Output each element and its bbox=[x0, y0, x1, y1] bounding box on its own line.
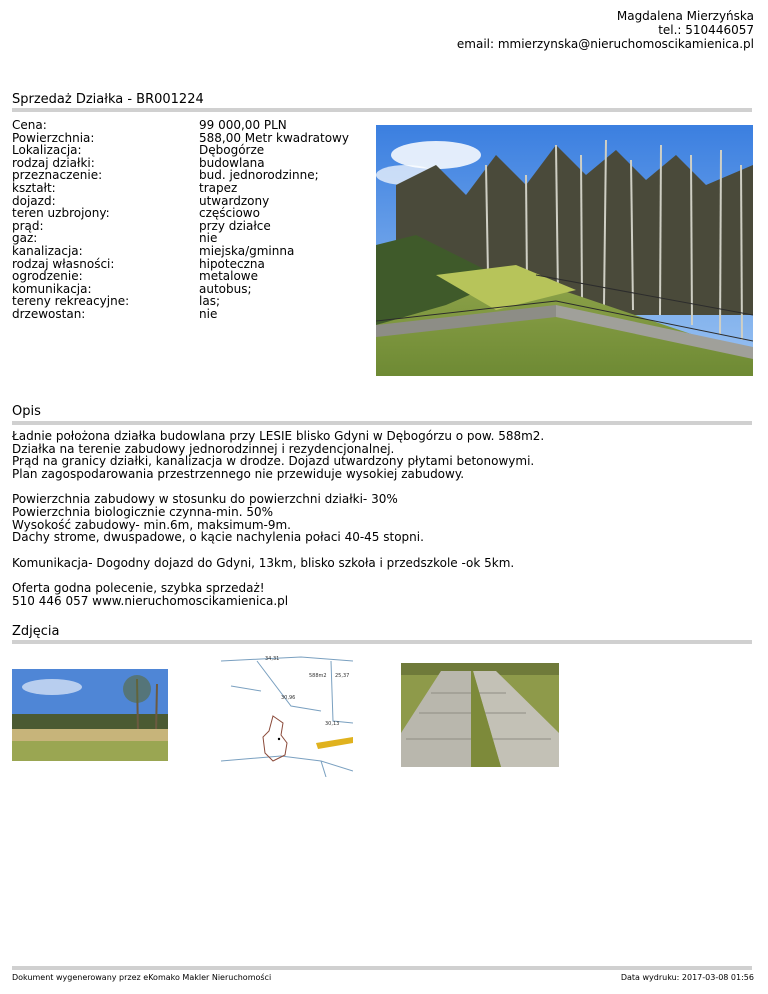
property-row bbox=[12, 270, 349, 283]
property-label: przeznaczenie: bbox=[12, 168, 103, 183]
map-label: 25,37 bbox=[335, 673, 350, 679]
property-label: komunikacja: bbox=[12, 281, 92, 296]
property-row bbox=[12, 119, 349, 132]
agent-email[interactable]: email: mmierzynska@nieruchomoscikamienica.pl bbox=[456, 37, 754, 51]
description-paragraph: Powierzchnia zabudowy w stosunku do powierzchni działki- 30% Powierzchnia biologicznie czynna-min. 50% Wysokość zabudowy- min.6m, maksimum-9m. Dachy strome, dwuspadowe, o kącie nachylenia połaci 40-45 stopni. bbox=[12, 492, 424, 545]
property-value: częściowo bbox=[199, 206, 260, 221]
property-value: autobus; bbox=[199, 281, 252, 296]
property-label: rodzaj własności: bbox=[12, 256, 115, 271]
plot-map-thumbnail[interactable] bbox=[221, 651, 353, 777]
property-label: drzewostan: bbox=[12, 306, 86, 321]
property-value: bud. jednorodzinne; bbox=[199, 168, 319, 183]
main-photo-image bbox=[376, 125, 753, 376]
property-row bbox=[12, 169, 349, 182]
photos-title: Zdjęcia bbox=[12, 624, 60, 639]
listing-title: Sprzedaż Działka - BR001224 bbox=[12, 92, 204, 107]
property-label: ogrodzenie: bbox=[12, 269, 83, 284]
property-label: Powierzchnia: bbox=[12, 130, 95, 145]
property-label: tereny rekreacyjne: bbox=[12, 294, 130, 309]
property-row bbox=[12, 182, 349, 195]
property-value: 588,00 Metr kwadratowy bbox=[199, 130, 349, 145]
property-label: Lokalizacja: bbox=[12, 143, 82, 158]
property-label: kształt: bbox=[12, 180, 56, 195]
property-row bbox=[12, 144, 349, 157]
property-value: nie bbox=[199, 231, 218, 246]
divider bbox=[12, 640, 752, 644]
divider bbox=[12, 966, 752, 970]
agent-phone: tel.: 510446057 bbox=[658, 23, 754, 37]
property-value: las; bbox=[199, 294, 220, 309]
property-label: rodzaj działki: bbox=[12, 155, 95, 170]
property-value: hipoteczna bbox=[199, 256, 265, 271]
footer-generator: Dokument wygenerowany przez eKomako Makler Nieruchomości bbox=[12, 973, 272, 982]
property-table bbox=[12, 119, 349, 321]
property-value: 99 000,00 PLN bbox=[199, 118, 287, 132]
description-paragraph: Komunikacja- Dogodny dojazd do Gdyni, 13km, blisko szkoła i przedszkole -ok 5km. bbox=[12, 555, 515, 570]
property-value: trapez bbox=[199, 180, 238, 195]
property-value: Dębogórze bbox=[199, 143, 265, 158]
description-title: Opis bbox=[12, 404, 41, 419]
property-value: utwardzony bbox=[199, 193, 270, 208]
description-paragraph: Ładnie położona działka budowlana przy LESIE blisko Gdyni w Dębogórzu o pow. 588m2. Działka na terenie zabudowy jednorodzinnej i rezydencjonalnej. Prąd na granicy działki, kanalizacja w drodze. Dojazd utwardzony płytami betonowymi. Plan zagospodarowania przestrzennego nie przewiduje wysokiej zabudowy. bbox=[12, 429, 545, 481]
agent-name: Magdalena Mierzyńska bbox=[616, 9, 754, 23]
property-row bbox=[12, 207, 349, 220]
property-row bbox=[12, 308, 349, 321]
property-label: gaz: bbox=[12, 231, 38, 246]
property-label: prąd: bbox=[12, 218, 44, 233]
property-value: metalowe bbox=[199, 269, 259, 284]
footer-print-date: Data wydruku: 2017-03-08 01:56 bbox=[620, 973, 754, 982]
photo-thumbnail-1[interactable] bbox=[12, 669, 168, 761]
photo-thumbnail-1-image bbox=[12, 669, 168, 761]
main-photo[interactable] bbox=[376, 125, 753, 376]
property-value: miejska/gminna bbox=[199, 243, 295, 258]
map-label: 30,96 bbox=[281, 695, 296, 701]
description-paragraph: Oferta godna polecenie, szybka sprzedaż! 510 446 057 www.nieruchomoscikamienica.pl bbox=[12, 581, 289, 608]
map-label: 30,13 bbox=[325, 721, 340, 727]
map-label: 588m2 bbox=[309, 673, 327, 679]
property-label: kanalizacja: bbox=[12, 243, 83, 258]
property-row bbox=[12, 245, 349, 258]
divider bbox=[12, 421, 752, 425]
plot-map-image bbox=[221, 651, 353, 777]
property-value: nie bbox=[199, 306, 218, 321]
property-value: przy działce bbox=[199, 218, 271, 233]
description-text bbox=[12, 430, 752, 621]
property-label: dojazd: bbox=[12, 193, 56, 208]
property-value: budowlana bbox=[199, 155, 265, 170]
divider bbox=[12, 108, 752, 112]
photo-thumbnail-3[interactable] bbox=[401, 663, 559, 767]
agent-contact bbox=[457, 9, 754, 51]
map-label: 34,31 bbox=[265, 656, 280, 662]
property-label: teren uzbrojony: bbox=[12, 206, 110, 221]
property-label: Cena: bbox=[12, 118, 47, 132]
property-row bbox=[12, 220, 349, 233]
photo-thumbnail-3-image bbox=[401, 663, 559, 767]
